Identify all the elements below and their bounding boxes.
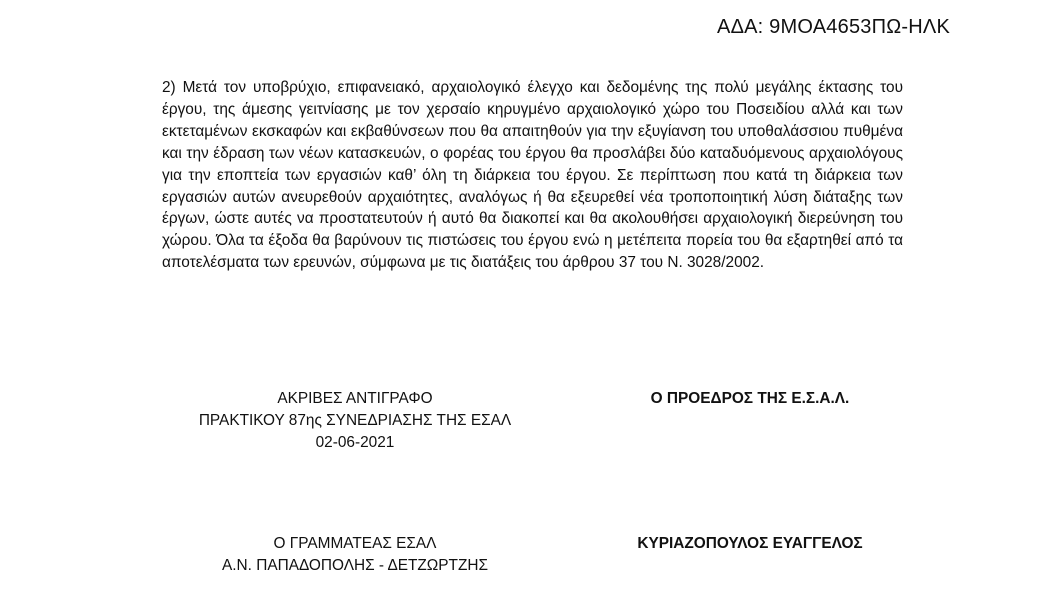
decision-paragraph: 2) Μετά τον υποβρύχιο, επιφανειακό, αρχαιολογικό έλεγχο και δεδομένης της πολύ μεγάλης έκτασης του έργου, της άμεσης γειτνίασης με τον χερσαίο κηρυγμένο αρχαιολογικό χώρο του Ποσειδίου αλλά και των εκτεταμένων εκσκαφών και εκβαθύνσεων που θα απαιτηθούν για την εξυγίανση του υποθαλάσσιου πυθμένα και την έδραση των νέων κατασκευών, ο φορέας του έργου θα προσλάβει δύο καταδυόμενους αρχαιολόγους για την εποπτεία των εργασιών καθ’ όλη τη διάρκεια του έργου. Σε περίπτωση που κατά τη διάρκεια των εργασιών αυτών ανευρεθούν αρχαιότητες, αναλόγως ή θα εξευρεθεί νέα τροποποιητική λύση διάταξης των έργων, ώστε αυτές να προστατευτούν ή αυτό θα διακοπεί και θα ακολουθήσει αρχαιολογική διερεύνηση του χώρου. Όλα τα έξοδα θα βαρύνουν τις πιστώσεις του έργου ενώ η μετέπειτα πορεία του θα εξαρτηθεί από τα αποτελέσματα των ερευνών, σύμφωνα με τις διατάξεις του άρθρου 37 του Ν. 3028/2002. bbox=[162, 79, 903, 272]
session-date: 02-06-2021 bbox=[315, 434, 395, 451]
certified-copy-block bbox=[180, 388, 530, 454]
president-name: ΚΥΡΙΑΖΟΠΟΥΛΟΣ ΕΥΑΓΓΕΛΟΣ bbox=[637, 535, 863, 552]
certified-copy-label: ΑΚΡΙΒΕΣ ΑΝΤΙΓΡΑΦΟ bbox=[277, 390, 433, 407]
secretary-name: Α.Ν. ΠΑΠΑΔΟΠΟΛΗΣ - ΔΕΤΖΩΡΤΖΗΣ bbox=[222, 557, 488, 574]
secretary-block bbox=[180, 533, 530, 577]
secretary-title: Ο ΓΡΑΜΜΑΤΕΑΣ ΕΣΑΛ bbox=[273, 535, 437, 552]
president-title: Ο ΠΡΟΕΔΡΟΣ ΤΗΣ Ε.Σ.Α.Λ. bbox=[650, 390, 850, 407]
ada-identifier: ΑΔΑ: 9ΜΟΑ4653ΠΩ-ΗΛΚ bbox=[717, 16, 950, 38]
session-minutes-label: ΠΡΑΚΤΙΚΟΥ 87ης ΣΥΝΕΔΡΙΑΣΗΣ ΤΗΣ ΕΣΑΛ bbox=[198, 412, 512, 429]
